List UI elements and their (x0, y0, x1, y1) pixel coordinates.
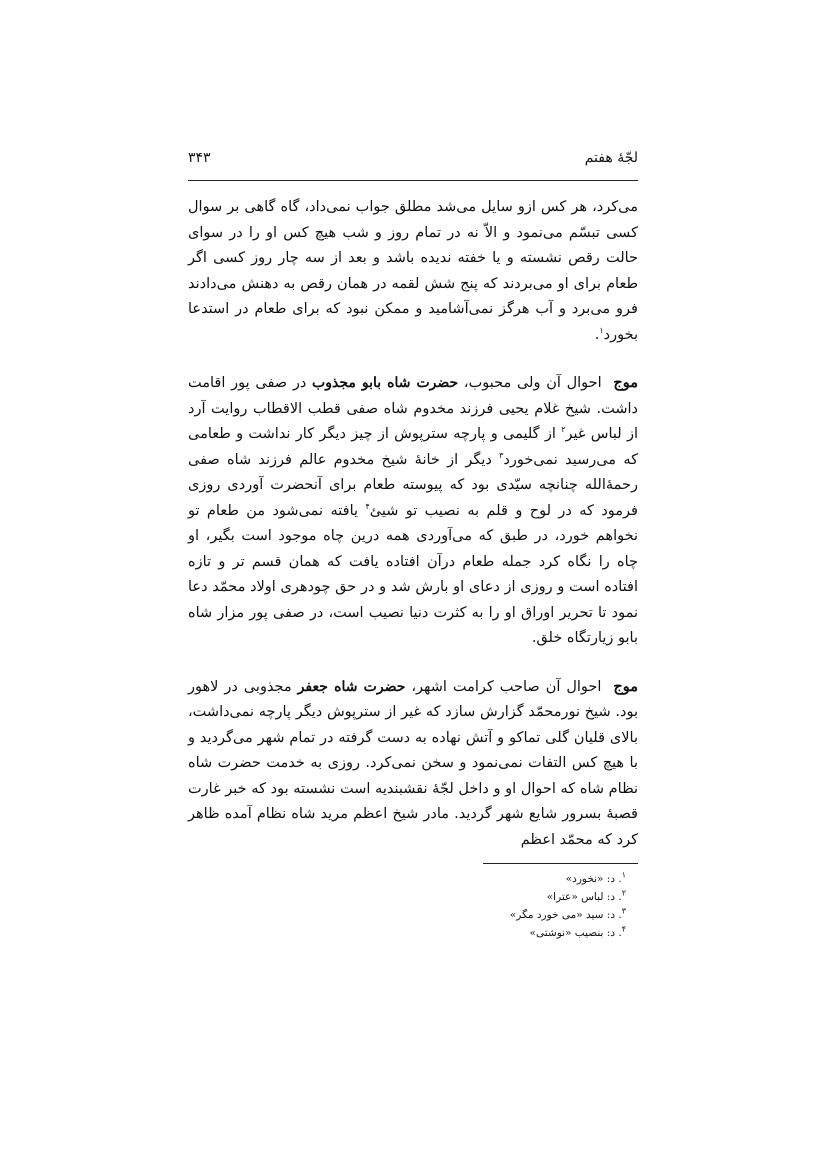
footnote-rule (483, 863, 638, 864)
footnote (188, 906, 626, 924)
page-number: ۳۴۳ (188, 150, 211, 166)
footnote-ref: ۴ (365, 501, 370, 511)
footnote-text: . د: سید «می خورد مگر» (509, 909, 622, 921)
text-run: احوال آن صاحب کرامت اشهر، (405, 678, 602, 695)
footnote-text: . د: «نخورد» (565, 873, 622, 885)
paragraph (188, 370, 638, 652)
section-marker: موج (613, 374, 638, 391)
text-run: دیگر از خانۀ شیخ مخدوم عالم فرزند شاه صفی رحمۀالله چنانچه سیّدی بود که پیوسته طعام برای آنحضرت آوردی روزی فرمود که در لوح و قلم به نصیب تو شیئ (188, 451, 638, 519)
footnote-number: ۱ (621, 870, 626, 880)
text-run: . (594, 326, 600, 343)
footnote-number: ۴ (621, 924, 626, 934)
footnote-ref: ۱ (599, 325, 604, 335)
book-page (188, 150, 638, 942)
footnote-ref: ۲ (561, 425, 566, 435)
footnote (188, 924, 626, 942)
footnote-ref: ۳ (499, 450, 504, 460)
text-run: می‌کرد، هر کس ازو سایل می‌شد مطلق جواب نمی‌داد، گاه گاهی بر سوال کسی تبسّم می‌نمود و الاّ نه در تمام روز و شب هیچ کس او را در سوای حالت رقص نشسته و یا خفته ندیده باشد و بعد از سه چار روز کسی اگر طعام برای او می‌بردند که پنج شش لقمه در همان رقص به دهنش می‌دادند فرو می‌برد و آب هرگز نمی‌آشامید و ممکن نبود که برای طعام در استدعا بخورد (188, 199, 638, 343)
text-run: یافته نمی‌شود من طعام تو نخواهم خورد، در طبق که می‌آوردی همه درین چاه موجود است بگیر، او چاه را نگاه کرد جمله طعام درآن افتاده یافت که همان قسم تر و تازه افتاده است و روزی از دعای او بارش شد و در حق چودهری اولاد محمّد دعا نمود تا تحریر اوراق او را به کثرت دنیا نصیب است، در صفی پور مزار شاه بابو زیارتگاه خلق. (188, 502, 638, 646)
paragraph (188, 195, 638, 348)
footnote-text: . د: بنصیب «نوشتی» (529, 927, 622, 939)
footnote (188, 870, 626, 888)
text-run: احوال آن ولی محبوب، (458, 375, 602, 391)
text-run: در صفی پور اقامت داشت. شیخ غلام یحیی فرزند مخدوم شاه صفی قطب الاقطاب روایت آرد از لباس غیر (188, 375, 639, 442)
saint-name: حضرت شاه جعفر (297, 678, 406, 695)
section-marker: موج (613, 677, 639, 695)
paragraph (188, 674, 638, 854)
text-run: از گلیمی و پارچه سترپوش از چیز دیگر کار نداشت و طعامی که می‌رسید نمی‌خورد (188, 426, 638, 468)
footnote-number: ۳ (621, 906, 626, 916)
footnote (188, 888, 626, 906)
paragraph-gap (188, 652, 638, 674)
saint-name: حضرت شاه بابو مجذوب (312, 375, 459, 391)
running-head (188, 150, 638, 174)
text-run: مجذوبی در لاهور بود. شیخ نورمحمّد گزارش سازد که غیر از ستر‌پوش دیگر پارچه نمی‌داشت، بالای قلیان گلی تماکو و آتش نهاده به دست گرفته در تمام شهر می‌گردید و با هیچ کس التفات نمی‌نمود و سخن نمی‌کرد. روزی به خدمت حضرت شاه نظام شاه که احوال او و داخل لجّۀ نقشبندیه است نشسته بود که خبر غارت قصبۀ بسرور شایع شهر گردید. مادر شیخ اعظم مرید شاه نظام آمده ظاهر کرد که محمّد اعظم (188, 678, 638, 848)
footnote-text: . د: لباس «عترا» (546, 891, 622, 903)
header-rule (188, 180, 638, 181)
paragraph-gap (188, 348, 638, 370)
body-text (188, 195, 638, 853)
footnotes (188, 870, 638, 942)
footnote-number: ۲ (621, 888, 626, 898)
chapter-title: لجّۀ هفتم (584, 150, 638, 166)
